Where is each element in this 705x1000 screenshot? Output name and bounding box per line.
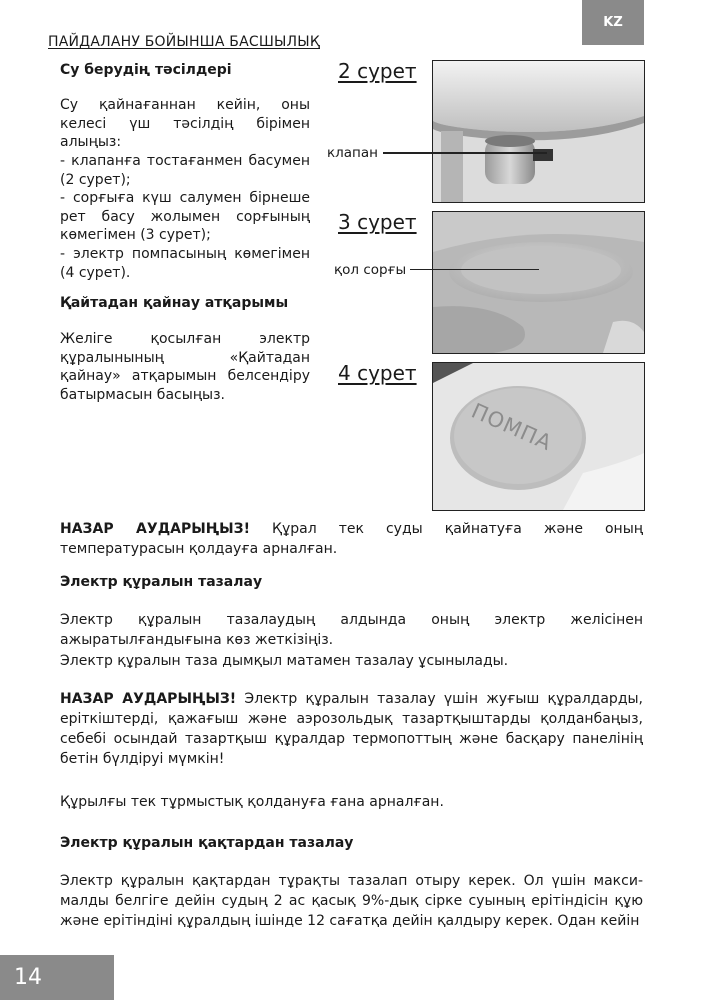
- figure-3-label: 3 сурет: [338, 210, 417, 234]
- bullet-item: - клапанға тостағанмен басумен (2 сурет);: [60, 153, 310, 188]
- intro-paragraph: Су қайнағаннан кейін, оны келесі үш тәсілдің бірімен алыңыз:: [60, 97, 310, 151]
- bullet-item: - сорғыға күш салумен бірнеше рет басу жолымен сорғының көмегімен (3 сурет);: [60, 190, 310, 244]
- heading-reboil: Қайтадан қайнау атқарымы: [60, 295, 289, 311]
- figure-4-label: 4 сурет: [338, 361, 417, 385]
- language-badge: KZ: [582, 0, 644, 45]
- household-use-note: Құрылғы тек тұрмыстық қолдануға ғана арналған.: [60, 794, 444, 810]
- figure-2-label: 2 сурет: [338, 59, 417, 83]
- warning-paragraph-1: [60, 519, 643, 559]
- warning-label: НАЗАР АУДАРЫҢЫЗ!: [60, 521, 250, 537]
- page-header: ПАЙДАЛАНУ БОЙЫНША БАСШЫЛЫҚ: [48, 34, 320, 50]
- heading-cleaning: Электр құралын тазалау: [60, 574, 263, 590]
- valve-illustration: [433, 61, 644, 202]
- warning-paragraph-2: [60, 689, 643, 769]
- reboil-paragraph: Желіге қосылған электр құралынының «Қайтадан қайнау» атқарымын белсендіру батырмасын басыңыз.: [60, 331, 310, 403]
- warning-label: НАЗАР АУДАРЫҢЫЗ!: [60, 691, 237, 707]
- valve-callout: клапан: [327, 145, 378, 161]
- heading-descaling: Электр құралын қақтардан тазалау: [60, 835, 354, 851]
- warning-text: Электр құралын тазалау үшін жуғыш құралдарды, еріткіштерді, қажағыш және аэрозольдық тазартқыштарды қолданбаңыз, себебі осындай тазартқыш құралдар термопоттың және басқару панелінің бетін бүлдіруі мүмкін!: [60, 691, 644, 767]
- heading-water-methods: Су берудің тәсілдері: [60, 62, 232, 78]
- hand-pump-callout: қол сорғы: [334, 262, 407, 278]
- cleaning-recommendation: Электр құралын таза дымқыл матамен тазалау ұсынылады.: [60, 653, 509, 669]
- descaling-paragraph: Электр құралын қақтардан тұрақты тазалап отыру керек. Ол үшін макси-малды белгіге дейін судың 2 ас қасық 9%-дық сірке суының ерітіндісін құю және ерітіндіні құралдың ішінде 12 сағатқа дейін қалдыру керек. Одан кейін: [60, 873, 643, 929]
- cleaning-paragraph: Электр құралын тазалаудың алдында оның электр желісінен ажыратылғандығына көз жеткізіңіз.: [60, 612, 643, 648]
- valve-callout-line: [383, 152, 547, 154]
- bullet-item: - электр помпасының көмегімен (4 сурет).: [60, 246, 310, 281]
- warning-text: Құрал тек суды қайнатуға және оның температурасын қолдауға арналған.: [60, 521, 643, 557]
- figure-4-photo: [432, 362, 645, 511]
- pump-button-text: ПОМПА: [467, 398, 556, 456]
- hand-pump-illustration: [433, 212, 644, 353]
- page-number: 14: [0, 955, 114, 1000]
- figure-3-photo: [432, 211, 645, 354]
- figure-2-photo: [432, 60, 645, 203]
- hand-pump-callout-line: [410, 269, 539, 270]
